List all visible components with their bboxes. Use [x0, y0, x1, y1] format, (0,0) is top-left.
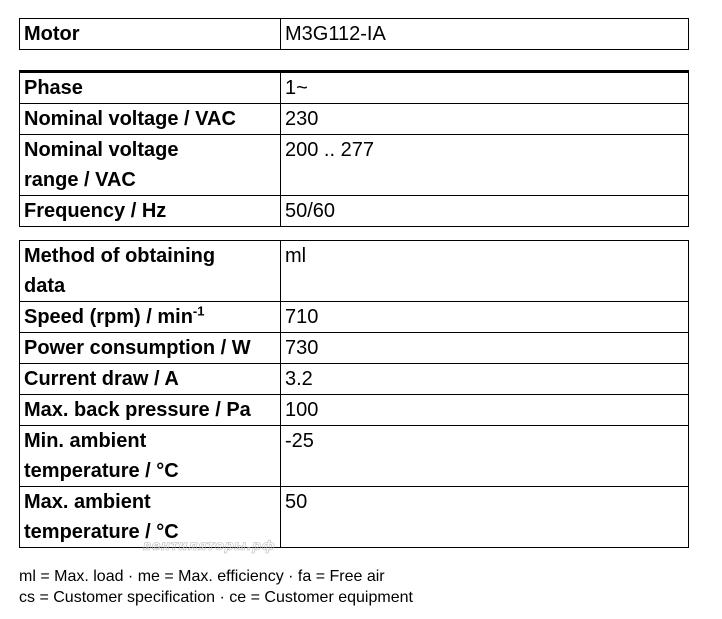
- table-row: [20, 395, 689, 426]
- table-row: [20, 333, 689, 364]
- min-temp-label: [20, 426, 281, 487]
- table-row: [20, 426, 689, 487]
- performance-table: [19, 240, 689, 548]
- frequency-label: Frequency / Hz: [20, 196, 281, 227]
- table-row: [20, 135, 689, 196]
- voltage-range-label-line1: Nominal voltage: [24, 139, 179, 161]
- voltage-range-value: 200 .. 277: [281, 135, 689, 196]
- back-pressure-label: Max. back pressure / Pa: [20, 395, 281, 426]
- table-row: [20, 364, 689, 395]
- phase-label: Phase: [20, 72, 281, 104]
- table-row: [20, 487, 689, 548]
- method-label-line1: Method of obtaining: [24, 245, 216, 267]
- speed-label: [20, 302, 281, 333]
- method-label-line2: data: [24, 275, 66, 297]
- table-row: [20, 19, 689, 50]
- power-value: 730: [281, 333, 689, 364]
- max-temp-label-line1: Max. ambient: [24, 491, 151, 513]
- speed-label-exponent: -1: [192, 303, 205, 319]
- min-temp-label-line2: temperature / °C: [24, 460, 179, 482]
- max-temp-value: 50: [281, 487, 689, 548]
- electrical-table: [19, 70, 689, 227]
- min-temp-value: -25: [281, 426, 689, 487]
- motor-label: Motor: [20, 19, 281, 50]
- legend-line-1: ml = Max. load · me = Max. efficiency · fa = Free air: [19, 568, 385, 585]
- frequency-value: 50/60: [281, 196, 689, 227]
- voltage-range-label-line2: range / VAC: [24, 169, 136, 191]
- motor-value: M3G112-IA: [281, 19, 689, 50]
- method-value: ml: [281, 241, 689, 302]
- nominal-voltage-value: 230: [281, 104, 689, 135]
- table-row: [20, 104, 689, 135]
- min-temp-label-line1: Min. ambient: [24, 430, 147, 452]
- back-pressure-value: 100: [281, 395, 689, 426]
- current-value: 3.2: [281, 364, 689, 395]
- table-row: [20, 302, 689, 333]
- max-temp-label-line2: temperature / °C: [24, 521, 179, 543]
- max-temp-label: [20, 487, 281, 548]
- phase-value: 1~: [281, 72, 689, 104]
- method-label: [20, 241, 281, 302]
- motor-table: [19, 18, 689, 50]
- watermark-logo: вентиляторы.рф: [143, 539, 276, 554]
- speed-value: 710: [281, 302, 689, 333]
- table-row: [20, 241, 689, 302]
- legend: [19, 566, 413, 608]
- voltage-range-label: [20, 135, 281, 196]
- table-row: [20, 196, 689, 227]
- speed-label-text: Speed (rpm) / min: [24, 306, 193, 328]
- power-label: Power consumption / W: [20, 333, 281, 364]
- table-row: [20, 72, 689, 104]
- nominal-voltage-label: Nominal voltage / VAC: [20, 104, 281, 135]
- current-label: Current draw / A: [20, 364, 281, 395]
- legend-line-2: cs = Customer specification · ce = Customer equipment: [19, 589, 413, 606]
